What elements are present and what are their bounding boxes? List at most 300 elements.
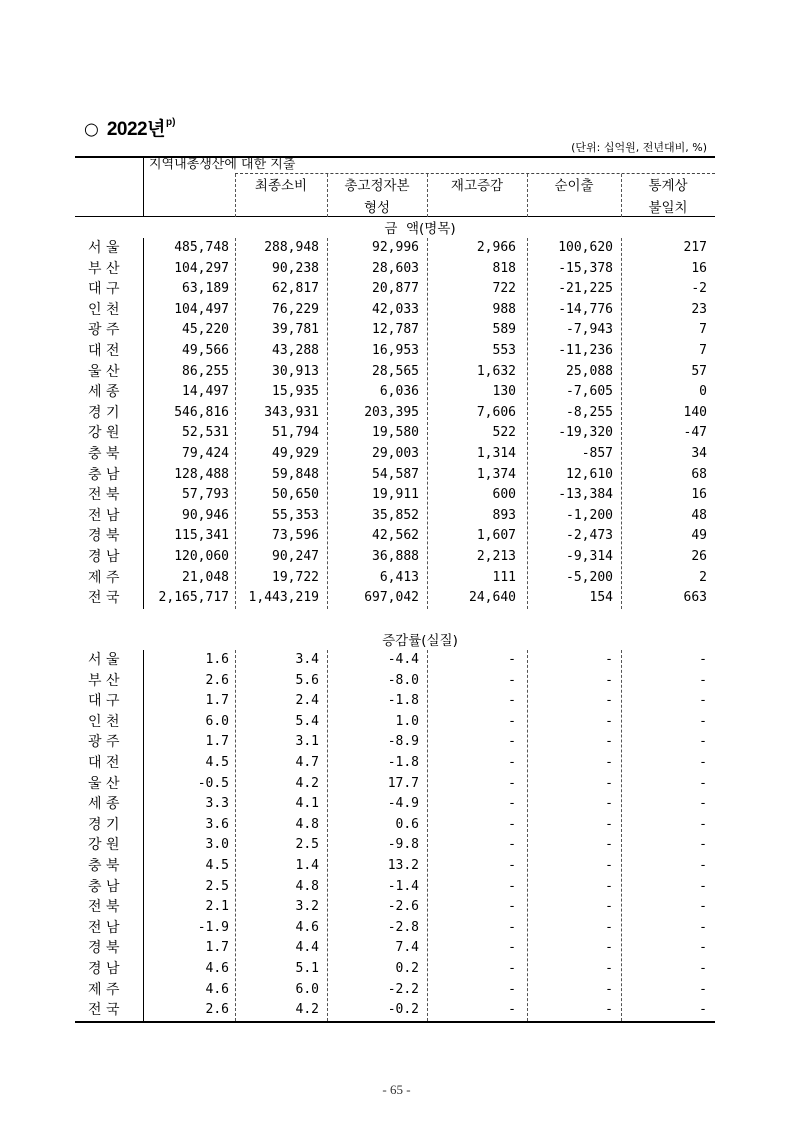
cell-statistical-discrepancy: - [699, 878, 707, 894]
section-label: 금 액(명목) [384, 221, 456, 237]
cell-net-exports: - [605, 734, 613, 750]
cell-gross-fixed-capital: 54,587 [372, 466, 419, 482]
cell-total: 4.6 [205, 961, 229, 976]
table-row [0, 732, 793, 753]
table-row [0, 547, 793, 568]
cell-statistical-discrepancy: 49 [691, 528, 707, 544]
region-label: 충 남 [88, 466, 120, 483]
region-label: 제 주 [88, 981, 120, 998]
cell-final-consumption: 4.4 [295, 940, 319, 956]
region-label: 인 천 [88, 301, 120, 318]
table-row [0, 238, 793, 259]
cell-statistical-discrepancy: 16 [691, 260, 707, 276]
cell-inventory-change: - [508, 816, 516, 832]
cell-statistical-discrepancy: 68 [691, 466, 707, 482]
table-row [0, 526, 793, 547]
cell-total: 3.6 [205, 816, 229, 832]
cell-inventory-change: - [508, 981, 516, 997]
cell-inventory-change: 1,374 [476, 466, 516, 482]
cell-final-consumption: 50,650 [272, 487, 319, 503]
cell-statistical-discrepancy: - [699, 981, 707, 997]
cell-statistical-discrepancy: 0 [699, 384, 707, 400]
cell-statistical-discrepancy: 2 [699, 569, 707, 585]
page-number: - 65 - [382, 1082, 411, 1097]
column-header-net-exports: 순이출 [554, 178, 594, 194]
circle-bullet-icon: ○ [84, 119, 99, 140]
cell-final-consumption: 19,722 [272, 569, 319, 585]
cell-gross-fixed-capital: 29,003 [372, 446, 419, 461]
cell-final-consumption: 5.1 [295, 961, 319, 976]
cell-net-exports: -9,314 [566, 549, 613, 564]
column-header-gross-fixed-capital-line2: 형성 [363, 200, 391, 216]
cell-final-consumption: 5.6 [295, 672, 319, 688]
cell-inventory-change: - [508, 1002, 516, 1018]
cell-net-exports: -14,776 [558, 301, 613, 317]
table-row [0, 423, 793, 444]
cell-total: 1.7 [205, 734, 229, 750]
cell-inventory-change: 111 [492, 569, 516, 585]
cell-inventory-change: 7,606 [476, 404, 516, 420]
region-label: 강 원 [88, 837, 120, 854]
cell-gross-fixed-capital: -1.8 [387, 693, 419, 709]
cell-total: 3.0 [205, 837, 229, 853]
cell-gross-fixed-capital: -2.2 [387, 981, 419, 997]
cell-inventory-change: - [508, 837, 516, 853]
region-label: 충 북 [88, 446, 120, 462]
table-row [0, 465, 793, 486]
cell-gross-fixed-capital: 1.0 [395, 713, 419, 729]
cell-total: 4.6 [205, 981, 229, 997]
cell-net-exports: - [605, 775, 613, 791]
column-header-statistical-discrepancy: 통계상 [648, 178, 688, 194]
cell-statistical-discrepancy: -2 [691, 281, 707, 297]
region-label: 전 북 [88, 899, 120, 916]
cell-statistical-discrepancy: 7 [699, 343, 707, 358]
section-real-growth-rate [0, 632, 793, 1021]
title-superscript: p) [165, 117, 176, 128]
cell-statistical-discrepancy: 217 [683, 240, 707, 255]
region-label: 서 울 [88, 240, 120, 256]
cell-final-consumption: 2.5 [295, 837, 319, 853]
cell-total: 63,189 [182, 281, 229, 297]
cell-net-exports: -8,255 [566, 404, 613, 420]
cell-total: 115,341 [174, 528, 229, 544]
cell-statistical-discrepancy: - [699, 961, 707, 976]
cell-statistical-discrepancy: - [699, 693, 707, 709]
cell-final-consumption: 3.1 [295, 734, 319, 750]
table-row [0, 485, 793, 506]
cell-net-exports: -1,200 [566, 507, 613, 523]
cell-gross-fixed-capital: -2.6 [387, 899, 419, 915]
cell-net-exports: -7,943 [566, 322, 613, 338]
region-label: 광 주 [88, 322, 120, 339]
cell-total: 485,748 [174, 240, 229, 255]
region-label: 광 주 [88, 734, 120, 751]
cell-gross-fixed-capital: 6,036 [379, 384, 419, 400]
cell-total: 120,060 [174, 549, 229, 564]
cell-inventory-change: - [508, 919, 516, 935]
cell-gross-fixed-capital: -8.9 [387, 734, 419, 750]
cell-final-consumption: 5.4 [295, 713, 319, 729]
cell-net-exports: 25,088 [566, 363, 613, 379]
cell-statistical-discrepancy: - [699, 713, 707, 729]
cell-net-exports: - [605, 1002, 613, 1018]
region-label: 충 북 [88, 858, 120, 874]
cell-inventory-change: 893 [492, 507, 516, 523]
cell-inventory-change: 988 [492, 301, 516, 317]
region-label: 경 기 [88, 816, 120, 833]
cell-statistical-discrepancy: - [699, 652, 707, 667]
cell-final-consumption: 343,931 [264, 404, 319, 420]
table-row [0, 856, 793, 877]
page-title [84, 109, 176, 140]
cell-gross-fixed-capital: -1.8 [387, 755, 419, 770]
region-label: 강 원 [88, 425, 120, 442]
cell-total: 49,566 [182, 343, 229, 358]
cell-net-exports: - [605, 693, 613, 709]
cell-gross-fixed-capital: 17.7 [387, 775, 419, 791]
table-row [0, 753, 793, 774]
cell-total: 1.7 [205, 693, 229, 709]
cell-net-exports: - [605, 899, 613, 915]
cell-gross-fixed-capital: 13.2 [387, 858, 419, 873]
cell-final-consumption: 4.7 [295, 755, 319, 770]
cell-final-consumption: 73,596 [272, 528, 319, 544]
cell-net-exports: - [605, 755, 613, 770]
cell-statistical-discrepancy: - [699, 734, 707, 750]
cell-inventory-change: 818 [492, 260, 516, 276]
cell-final-consumption: 55,353 [272, 507, 319, 523]
region-label: 인 천 [88, 713, 120, 730]
cell-statistical-discrepancy: 26 [691, 549, 707, 564]
cell-gross-fixed-capital: 697,042 [364, 590, 419, 606]
cell-inventory-change: 2,966 [476, 240, 516, 255]
table-row [0, 444, 793, 465]
region-label: 대 구 [88, 281, 120, 298]
cell-inventory-change: 2,213 [476, 549, 516, 564]
cell-inventory-change: 130 [492, 384, 516, 400]
cell-gross-fixed-capital: -9.8 [387, 837, 419, 853]
cell-statistical-discrepancy: - [699, 816, 707, 832]
table-row [0, 362, 793, 383]
region-label: 전 남 [88, 919, 120, 936]
cell-net-exports: -15,378 [558, 260, 613, 276]
header-divider [143, 157, 144, 217]
cell-gross-fixed-capital: 19,911 [372, 487, 419, 503]
cell-net-exports: -11,236 [558, 343, 613, 358]
cell-gross-fixed-capital: 6,413 [379, 569, 419, 585]
cell-statistical-discrepancy: - [699, 858, 707, 873]
cell-inventory-change: - [508, 652, 516, 667]
cell-total: 1.7 [205, 940, 229, 956]
cell-total: -0.5 [197, 775, 229, 791]
cell-net-exports: - [605, 919, 613, 935]
cell-total: 6.0 [205, 713, 229, 729]
cell-gross-fixed-capital: -8.0 [387, 672, 419, 688]
cell-total: 104,297 [174, 260, 229, 276]
cell-total: 79,424 [182, 446, 229, 461]
cell-final-consumption: 62,817 [272, 281, 319, 297]
cell-inventory-change: 1,314 [476, 446, 516, 461]
cell-gross-fixed-capital: -0.2 [387, 1002, 419, 1018]
cell-net-exports: -19,320 [558, 425, 613, 441]
cell-statistical-discrepancy: 57 [691, 363, 707, 379]
cell-statistical-discrepancy: 663 [683, 590, 707, 606]
column-header-final-consumption: 최종소비 [254, 178, 308, 194]
cell-inventory-change: - [508, 672, 516, 688]
region-label: 전 국 [88, 590, 120, 607]
section-rows [0, 238, 793, 609]
cell-gross-fixed-capital: 42,562 [372, 528, 419, 544]
cell-final-consumption: 1,443,219 [248, 590, 319, 606]
cell-final-consumption: 288,948 [264, 240, 319, 255]
table-row [0, 279, 793, 300]
cell-total: 128,488 [174, 466, 229, 482]
region-label: 경 남 [88, 961, 120, 977]
cell-total: 2,165,717 [158, 590, 229, 606]
cell-final-consumption: 4.2 [295, 1002, 319, 1018]
region-label: 세 종 [88, 796, 120, 813]
table-row [0, 959, 793, 980]
cell-total: 4.5 [205, 858, 229, 873]
cell-net-exports: 12,610 [566, 466, 613, 482]
region-label: 전 국 [88, 1002, 120, 1019]
cell-total: -1.9 [197, 919, 229, 935]
cell-total: 104,497 [174, 301, 229, 317]
table-row [0, 259, 793, 280]
table-row [0, 382, 793, 403]
table-row [0, 671, 793, 692]
cell-gross-fixed-capital: 0.2 [395, 961, 419, 976]
cell-inventory-change: - [508, 796, 516, 812]
cell-gross-fixed-capital: 92,996 [372, 240, 419, 255]
cell-statistical-discrepancy: 7 [699, 322, 707, 338]
table-row [0, 774, 793, 795]
cell-gross-fixed-capital: -4.4 [387, 652, 419, 667]
cell-net-exports: -21,225 [558, 281, 613, 297]
cell-net-exports: -13,384 [558, 487, 613, 503]
cell-final-consumption: 6.0 [295, 981, 319, 997]
cell-gross-fixed-capital: 20,877 [372, 281, 419, 297]
table-row [0, 568, 793, 589]
cell-statistical-discrepancy: 140 [683, 404, 707, 420]
cell-final-consumption: 51,794 [272, 425, 319, 441]
cell-gross-fixed-capital: 203,395 [364, 404, 419, 420]
cell-gross-fixed-capital: 35,852 [372, 507, 419, 523]
region-label: 경 기 [88, 404, 120, 421]
cell-total: 21,048 [182, 569, 229, 585]
region-label: 울 산 [88, 775, 120, 792]
cell-total: 45,220 [182, 322, 229, 338]
region-label: 경 북 [88, 528, 120, 545]
cell-statistical-discrepancy: - [699, 940, 707, 956]
table-row [0, 403, 793, 424]
cell-final-consumption: 43,288 [272, 343, 319, 358]
region-label: 세 종 [88, 384, 120, 401]
cell-net-exports: - [605, 878, 613, 894]
cell-final-consumption: 90,238 [272, 260, 319, 276]
cell-net-exports: - [605, 837, 613, 853]
region-label: 울 산 [88, 363, 120, 380]
table-row [0, 712, 793, 733]
cell-net-exports: - [605, 981, 613, 997]
cell-final-consumption: 4.8 [295, 878, 319, 894]
cell-final-consumption: 76,229 [272, 301, 319, 317]
cell-inventory-change: - [508, 878, 516, 894]
region-label: 전 남 [88, 507, 120, 524]
region-label: 서 울 [88, 652, 120, 668]
column-header-gross-fixed-capital: 총고정자본 [344, 178, 410, 194]
cell-statistical-discrepancy: 16 [691, 487, 707, 503]
cell-inventory-change: 600 [492, 487, 516, 503]
cell-final-consumption: 4.1 [295, 796, 319, 812]
cell-net-exports: -5,200 [566, 569, 613, 585]
cell-net-exports: -857 [581, 446, 613, 461]
cell-inventory-change: 24,640 [469, 590, 516, 606]
cell-statistical-discrepancy: - [699, 672, 707, 688]
region-label: 충 남 [88, 878, 120, 895]
cell-final-consumption: 30,913 [272, 363, 319, 379]
table-row [0, 938, 793, 959]
cell-gross-fixed-capital: 7.4 [395, 940, 419, 956]
cell-final-consumption: 4.2 [295, 775, 319, 791]
cell-final-consumption: 3.4 [295, 652, 319, 667]
region-label: 부 산 [88, 672, 120, 689]
cell-inventory-change: - [508, 899, 516, 915]
cell-final-consumption: 15,935 [272, 384, 319, 400]
cell-gross-fixed-capital: 42,033 [372, 301, 419, 317]
region-label: 대 전 [88, 755, 120, 771]
cell-final-consumption: 4.8 [295, 816, 319, 832]
cell-final-consumption: 90,247 [272, 549, 319, 564]
table-row [0, 835, 793, 856]
region-label: 대 전 [88, 343, 120, 359]
cell-total: 57,793 [182, 487, 229, 503]
cell-total: 3.3 [205, 796, 229, 812]
table-row [0, 341, 793, 362]
cell-gross-fixed-capital: 28,565 [372, 363, 419, 379]
table-row [0, 320, 793, 341]
cell-net-exports: - [605, 961, 613, 976]
cell-statistical-discrepancy: - [699, 775, 707, 791]
section-label: 증감률(실질) [382, 633, 458, 649]
cell-inventory-change: - [508, 755, 516, 770]
region-label: 경 북 [88, 940, 120, 957]
cell-net-exports: - [605, 713, 613, 729]
cell-net-exports: - [605, 672, 613, 688]
cell-net-exports: 154 [589, 590, 613, 606]
region-label: 부 산 [88, 260, 120, 277]
cell-inventory-change: - [508, 858, 516, 873]
table-row [0, 877, 793, 898]
cell-inventory-change: 589 [492, 322, 516, 338]
cell-inventory-change: - [508, 940, 516, 956]
cell-total: 546,816 [174, 404, 229, 420]
table-row [0, 506, 793, 527]
cell-inventory-change: 553 [492, 343, 516, 358]
cell-total: 1.6 [205, 652, 229, 667]
cell-net-exports: - [605, 858, 613, 873]
cell-inventory-change: 722 [492, 281, 516, 297]
cell-inventory-change: - [508, 775, 516, 791]
cell-statistical-discrepancy: 34 [691, 446, 707, 461]
table-row [0, 1000, 793, 1021]
cell-net-exports: - [605, 652, 613, 667]
cell-statistical-discrepancy: 23 [691, 301, 707, 317]
cell-inventory-change: - [508, 961, 516, 976]
cell-inventory-change: 1,607 [476, 528, 516, 544]
cell-statistical-discrepancy: -47 [683, 425, 707, 441]
cell-statistical-discrepancy: - [699, 755, 707, 770]
cell-inventory-change: - [508, 734, 516, 750]
region-label: 제 주 [88, 569, 120, 586]
cell-final-consumption: 39,781 [272, 322, 319, 338]
cell-final-consumption: 4.6 [295, 919, 319, 935]
cell-inventory-change: 522 [492, 425, 516, 441]
table-row [0, 980, 793, 1001]
table-row [0, 897, 793, 918]
cell-net-exports: - [605, 796, 613, 812]
cell-total: 14,497 [182, 384, 229, 400]
section-nominal-amount [0, 220, 793, 609]
cell-net-exports: -7,605 [566, 384, 613, 400]
cell-final-consumption: 3.2 [295, 899, 319, 915]
cell-total: 2.1 [205, 899, 229, 915]
cell-net-exports: - [605, 816, 613, 832]
table-row [0, 650, 793, 671]
cell-total: 2.6 [205, 1002, 229, 1018]
cell-final-consumption: 2.4 [295, 693, 319, 709]
table-row [0, 815, 793, 836]
cell-statistical-discrepancy: - [699, 796, 707, 812]
cell-gross-fixed-capital: 19,580 [372, 425, 419, 441]
column-header-inventory-change: 재고증감 [450, 178, 504, 194]
cell-gross-fixed-capital: -4.9 [387, 796, 419, 812]
cell-gross-fixed-capital: 0.6 [395, 816, 419, 832]
cell-total: 2.6 [205, 672, 229, 688]
column-header-statistical-discrepancy-line2: 불일치 [648, 200, 688, 216]
cell-total: 4.5 [205, 755, 229, 770]
cell-statistical-discrepancy: 48 [691, 507, 707, 523]
cell-statistical-discrepancy: - [699, 837, 707, 853]
unit-note: (단위: 십억원, 전년대비, %) [571, 141, 707, 154]
region-label: 전 북 [88, 487, 120, 504]
cell-gross-fixed-capital: 36,888 [372, 549, 419, 564]
cell-final-consumption: 49,929 [272, 446, 319, 461]
section-rows [0, 650, 793, 1021]
cell-gross-fixed-capital: -1.4 [387, 878, 419, 894]
region-label: 경 남 [88, 549, 120, 565]
cell-net-exports: 100,620 [558, 240, 613, 255]
cell-total: 52,531 [182, 425, 229, 441]
cell-gross-fixed-capital: 12,787 [372, 322, 419, 338]
cell-total: 2.5 [205, 878, 229, 894]
table-row [0, 588, 793, 609]
cell-gross-fixed-capital: 16,953 [372, 343, 419, 358]
cell-inventory-change: - [508, 713, 516, 729]
cell-statistical-discrepancy: - [699, 919, 707, 935]
cell-total: 90,946 [182, 507, 229, 523]
cell-net-exports: -2,473 [566, 528, 613, 544]
cell-total: 86,255 [182, 363, 229, 379]
table-row [0, 918, 793, 939]
cell-statistical-discrepancy: - [699, 1002, 707, 1018]
cell-statistical-discrepancy: - [699, 899, 707, 915]
cell-inventory-change: 1,632 [476, 363, 516, 379]
cell-final-consumption: 1.4 [295, 858, 319, 873]
cell-final-consumption: 59,848 [272, 466, 319, 482]
cell-net-exports: - [605, 940, 613, 956]
